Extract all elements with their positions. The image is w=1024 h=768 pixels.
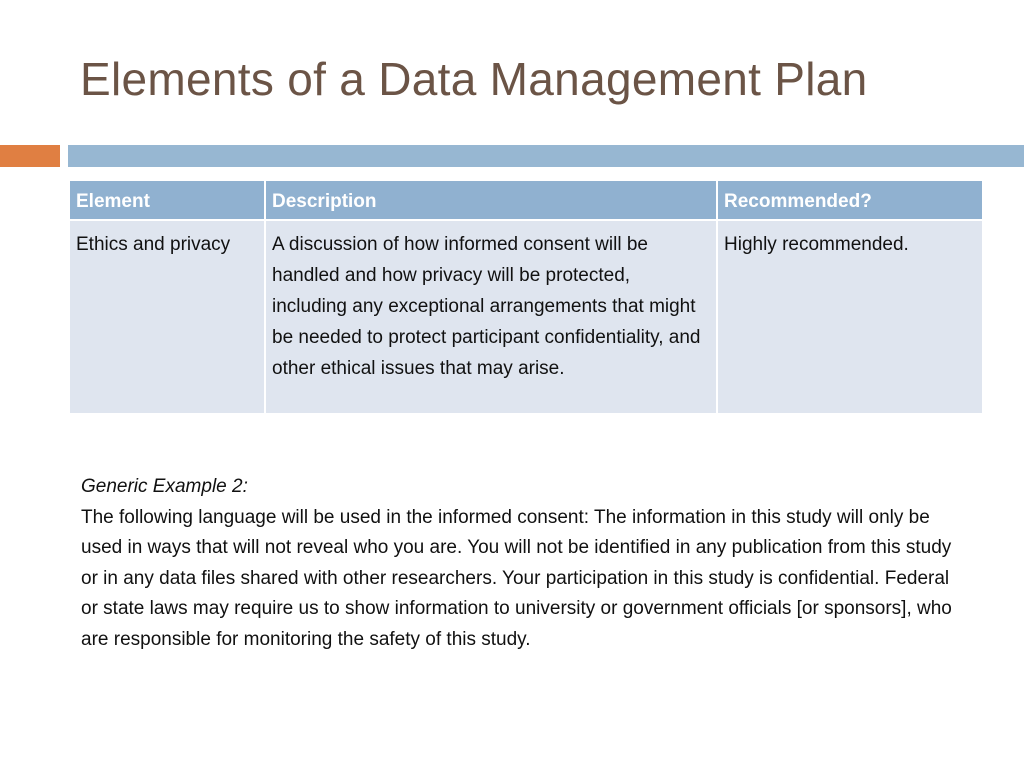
cell-description: A discussion of how informed consent will be handled and how privacy will be protected, including any exceptional arrangements that might be needed to protect participant confidentiality, and other ethical issues that may arise.	[265, 220, 717, 414]
example-heading: Generic Example 2:	[81, 476, 248, 497]
header-recommended: Recommended?	[717, 180, 983, 220]
header-description: Description	[265, 180, 717, 220]
page-title: Elements of a Data Management Plan	[80, 53, 868, 105]
header-element: Element	[69, 180, 265, 220]
cell-element: Ethics and privacy	[69, 220, 265, 414]
example-block	[81, 472, 961, 655]
accent-bar-orange	[0, 145, 60, 167]
example-body: The following language will be used in the informed consent: The information in this study will only be used in ways that will not reveal who you are. You will not be identified in any publication from this study or in any data files shared with other researchers. Your participation in this study is confidential. Federal or state laws may require us to show information to university or government officials [or sponsors], who are responsible for monitoring the safety of this study.	[81, 506, 952, 650]
accent-bar-blue	[68, 145, 1024, 167]
table-header-row	[69, 180, 983, 220]
dmp-elements-table	[68, 179, 984, 415]
cell-recommended: Highly recommended.	[717, 220, 983, 414]
table-row	[69, 220, 983, 414]
